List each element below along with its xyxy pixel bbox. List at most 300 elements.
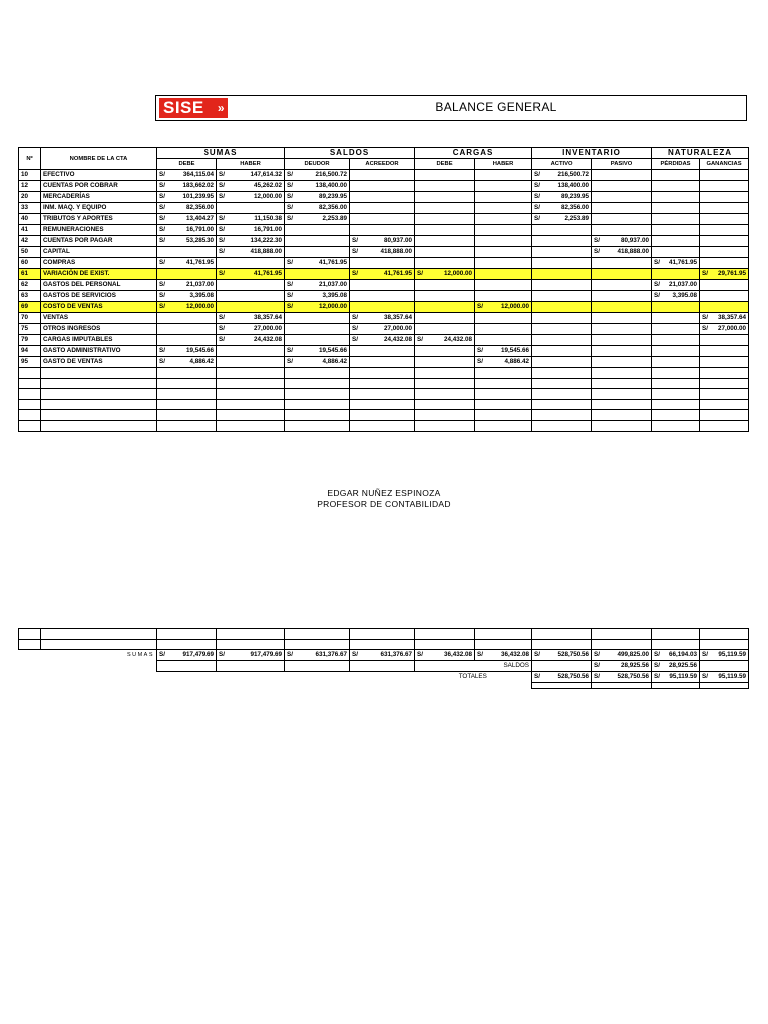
empty-cell: [475, 378, 532, 389]
empty-cell: [532, 683, 592, 689]
currency-symbol: S/: [702, 651, 708, 659]
amount-cell: [700, 280, 749, 291]
group-inventario: INVENTARIO: [532, 148, 652, 159]
amount-cell: [652, 236, 700, 247]
amount-value: 80,937.00: [384, 237, 413, 244]
amount-cell: [285, 313, 350, 324]
empty-cell: [217, 629, 285, 640]
amount-cell: [157, 258, 217, 269]
table-row: [19, 236, 749, 247]
currency-symbol: S/: [534, 171, 540, 178]
amount-cell: [350, 313, 415, 324]
amount-cell: [415, 302, 475, 313]
currency-symbol: S/: [219, 336, 225, 343]
amount-value: 28,925.56: [668, 662, 697, 670]
table-row: [19, 313, 749, 324]
amount-cell: [532, 247, 592, 258]
empty-cell: [700, 420, 749, 431]
empty-cell: [41, 410, 157, 421]
amount-cell: [532, 302, 592, 313]
currency-symbol: S/: [159, 281, 165, 288]
amount-cell: [475, 335, 532, 346]
amount-value: 82,356.00: [185, 204, 214, 211]
sub-perdidas: PÉRDIDAS: [652, 159, 700, 170]
empty-cell: [652, 399, 700, 410]
amount-cell: [532, 236, 592, 247]
blank-cell: [19, 661, 157, 672]
amount-cell: [592, 192, 652, 203]
amount-value: 12,000.00: [185, 303, 214, 310]
amount-cell: [700, 181, 749, 192]
empty-cell: [285, 420, 350, 431]
account-code: 61: [19, 269, 41, 280]
amount-value: 19,545.66: [501, 347, 530, 354]
account-name: COSTO DE VENTAS: [41, 302, 157, 313]
ledger-table: [18, 147, 749, 432]
amount-cell: [285, 203, 350, 214]
amount-cell: [592, 170, 652, 181]
empty-cell: [592, 639, 652, 650]
currency-symbol: S/: [159, 292, 165, 299]
group-sumas: SUMAS: [157, 148, 285, 159]
totales-cell: [532, 672, 592, 683]
amount-value: 631,376.67: [380, 651, 412, 659]
amount-cell: [652, 203, 700, 214]
currency-symbol: S/: [159, 193, 165, 200]
saldos-label: SALDOS: [415, 661, 532, 672]
sumas-cell: [532, 650, 592, 661]
amount-cell: [475, 192, 532, 203]
empty-cell: [157, 661, 217, 672]
amount-cell: [285, 225, 350, 236]
empty-cell: [415, 410, 475, 421]
empty-cell: [592, 378, 652, 389]
account-name: OTROS INGRESOS: [41, 324, 157, 335]
empty-cell: [532, 629, 592, 640]
currency-symbol: S/: [219, 651, 225, 659]
amount-cell: [217, 203, 285, 214]
currency-symbol: S/: [594, 651, 600, 659]
empty-cell: [19, 378, 41, 389]
account-code: 69: [19, 302, 41, 313]
amount-cell: [475, 181, 532, 192]
blank-cell: [19, 683, 532, 689]
amount-cell: [157, 214, 217, 225]
amount-cell: [217, 302, 285, 313]
amount-cell: [652, 357, 700, 368]
amount-value: 41,761.95: [185, 259, 214, 266]
table-row: [19, 357, 749, 368]
empty-cell: [350, 399, 415, 410]
empty-cell: [19, 639, 41, 650]
amount-cell: [415, 214, 475, 225]
empty-cell: [41, 399, 157, 410]
amount-cell: [217, 357, 285, 368]
table-row: [19, 225, 749, 236]
amount-value: 4,886.42: [322, 358, 348, 365]
empty-cell: [157, 399, 217, 410]
empty-row: [19, 639, 749, 650]
currency-symbol: S/: [159, 651, 165, 659]
amount-cell: [415, 291, 475, 302]
amount-cell: [700, 324, 749, 335]
amount-cell: [592, 324, 652, 335]
sub-ganancias: GANANCIAS: [700, 159, 749, 170]
header-row-groups: [19, 148, 749, 159]
sumas-cell: [415, 650, 475, 661]
amount-value: 38,357.64: [384, 314, 413, 321]
sumas-label: SUMAS: [126, 652, 154, 659]
empty-cell: [652, 378, 700, 389]
empty-row: [19, 399, 749, 410]
amount-cell: [415, 335, 475, 346]
amount-cell: [285, 291, 350, 302]
table-row: [19, 181, 749, 192]
empty-cell: [652, 629, 700, 640]
amount-cell: [652, 346, 700, 357]
account-code: 42: [19, 236, 41, 247]
amount-cell: [532, 269, 592, 280]
currency-symbol: S/: [287, 204, 293, 211]
table-row: [19, 247, 749, 258]
currency-symbol: S/: [219, 270, 225, 277]
empty-cell: [475, 399, 532, 410]
table-row: [19, 269, 749, 280]
amount-cell: [157, 225, 217, 236]
currency-symbol: S/: [654, 651, 660, 659]
empty-cell: [41, 368, 157, 379]
account-name: EFECTIVO: [41, 170, 157, 181]
account-code: 62: [19, 280, 41, 291]
amount-cell: [350, 280, 415, 291]
amount-cell: [285, 247, 350, 258]
amount-cell: [217, 269, 285, 280]
empty-cell: [475, 639, 532, 650]
empty-row: [19, 629, 749, 640]
saldos-cell: [700, 661, 749, 672]
currency-symbol: S/: [219, 182, 225, 189]
amount-value: 418,888.00: [617, 248, 650, 255]
amount-cell: [285, 258, 350, 269]
account-code: 75: [19, 324, 41, 335]
account-code: 33: [19, 203, 41, 214]
currency-symbol: S/: [159, 215, 165, 222]
amount-cell: [475, 225, 532, 236]
col-name: NOMBRE DE LA CTA: [41, 148, 157, 170]
currency-symbol: S/: [159, 259, 165, 266]
empty-cell: [217, 378, 285, 389]
amount-value: 27,000.00: [384, 325, 413, 332]
amount-cell: [217, 324, 285, 335]
amount-cell: [700, 346, 749, 357]
amount-cell: [157, 291, 217, 302]
empty-cell: [652, 639, 700, 650]
empty-cell: [41, 378, 157, 389]
amount-cell: [285, 214, 350, 225]
currency-symbol: S/: [219, 325, 225, 332]
currency-symbol: S/: [159, 358, 165, 365]
amount-value: 89,239.95: [319, 193, 348, 200]
amount-value: 41,761.95: [669, 259, 698, 266]
empty-cell: [700, 683, 749, 689]
amount-cell: [217, 170, 285, 181]
empty-cell: [415, 378, 475, 389]
amount-cell: [285, 280, 350, 291]
blank-cell: [19, 672, 415, 683]
amount-cell: [157, 313, 217, 324]
logo-text: SISE: [163, 98, 204, 117]
table-row: [19, 346, 749, 357]
amount-value: 82,356.00: [561, 204, 590, 211]
empty-cell: [532, 420, 592, 431]
empty-cell: [700, 639, 749, 650]
empty-cell: [415, 399, 475, 410]
amount-cell: [217, 346, 285, 357]
empty-cell: [592, 420, 652, 431]
currency-symbol: S/: [159, 182, 165, 189]
sub-haber: HABER: [217, 159, 285, 170]
amount-cell: [415, 280, 475, 291]
amount-value: 418,888.00: [250, 248, 283, 255]
empty-cell: [19, 399, 41, 410]
amount-cell: [592, 291, 652, 302]
currency-symbol: S/: [219, 193, 225, 200]
empty-cell: [532, 410, 592, 421]
amount-value: 101,239.95: [182, 193, 214, 200]
empty-cell: [285, 378, 350, 389]
amount-cell: [350, 192, 415, 203]
empty-cell: [285, 389, 350, 400]
empty-cell: [532, 389, 592, 400]
amount-cell: [700, 170, 749, 181]
empty-cell: [415, 368, 475, 379]
totales-label: TOTALES: [458, 673, 487, 681]
empty-cell: [700, 399, 749, 410]
currency-symbol: S/: [287, 259, 293, 266]
currency-symbol: S/: [654, 673, 660, 681]
amount-cell: [217, 214, 285, 225]
amount-value: 4,886.42: [504, 358, 530, 365]
currency-symbol: S/: [417, 336, 423, 343]
currency-symbol: S/: [417, 270, 423, 277]
amount-cell: [532, 170, 592, 181]
group-cargas: CARGAS: [415, 148, 532, 159]
totales-cell: [700, 672, 749, 683]
amount-value: 19,545.66: [185, 347, 214, 354]
currency-symbol: S/: [654, 662, 660, 670]
amount-cell: [415, 170, 475, 181]
amount-cell: [157, 346, 217, 357]
amount-value: 16,791.00: [254, 226, 283, 233]
account-name: TRIBUTOS Y APORTES: [41, 214, 157, 225]
amount-cell: [532, 203, 592, 214]
amount-cell: [700, 214, 749, 225]
amount-cell: [157, 324, 217, 335]
amount-cell: [350, 335, 415, 346]
empty-cell: [652, 683, 700, 689]
currency-symbol: S/: [594, 673, 600, 681]
amount-cell: [217, 181, 285, 192]
empty-cell: [157, 629, 217, 640]
amount-value: 3,395.08: [322, 292, 348, 299]
account-code: 95: [19, 357, 41, 368]
empty-cell: [41, 639, 157, 650]
amount-cell: [415, 192, 475, 203]
amount-value: 13,404.27: [185, 215, 214, 222]
amount-cell: [652, 313, 700, 324]
saldos-cell: [532, 661, 592, 672]
amount-value: 216,500.72: [315, 171, 348, 178]
amount-value: 38,357.64: [718, 314, 747, 321]
sise-logo: [159, 98, 228, 118]
empty-cell: [415, 389, 475, 400]
amount-cell: [157, 302, 217, 313]
currency-symbol: S/: [702, 270, 708, 277]
amount-cell: [475, 236, 532, 247]
currency-symbol: S/: [219, 171, 225, 178]
amount-cell: [700, 313, 749, 324]
empty-cell: [157, 368, 217, 379]
table-row: [19, 214, 749, 225]
page-title: BALANCE GENERAL: [435, 100, 557, 114]
saldos-cell: [592, 661, 652, 672]
account-code: 50: [19, 247, 41, 258]
currency-symbol: S/: [534, 182, 540, 189]
empty-row: [19, 410, 749, 421]
currency-symbol: S/: [352, 248, 358, 255]
currency-symbol: S/: [702, 314, 708, 321]
amount-value: 82,356.00: [319, 204, 348, 211]
amount-value: 41,761.95: [319, 259, 348, 266]
amount-cell: [157, 269, 217, 280]
amount-cell: [350, 214, 415, 225]
amount-cell: [415, 236, 475, 247]
amount-value: 16,791.00: [185, 226, 214, 233]
amount-cell: [652, 291, 700, 302]
table-row: [19, 203, 749, 214]
amount-value: 27,000.00: [254, 325, 283, 332]
empty-cell: [41, 389, 157, 400]
account-code: 20: [19, 192, 41, 203]
amount-cell: [532, 280, 592, 291]
currency-symbol: S/: [477, 303, 483, 310]
amount-cell: [350, 258, 415, 269]
amount-cell: [350, 357, 415, 368]
empty-cell: [350, 639, 415, 650]
amount-cell: [592, 357, 652, 368]
sumas-cell: [350, 650, 415, 661]
empty-cell: [350, 368, 415, 379]
amount-value: 36,432.08: [443, 651, 472, 659]
account-name: CAPITAL: [41, 247, 157, 258]
amount-cell: [475, 291, 532, 302]
amount-cell: [592, 313, 652, 324]
amount-cell: [285, 236, 350, 247]
amount-cell: [350, 269, 415, 280]
currency-symbol: S/: [594, 662, 600, 670]
empty-cell: [217, 389, 285, 400]
empty-cell: [700, 389, 749, 400]
amount-value: 41,761.95: [384, 270, 413, 277]
amount-cell: [285, 335, 350, 346]
empty-cell: [285, 399, 350, 410]
empty-cell: [19, 389, 41, 400]
amount-cell: [350, 302, 415, 313]
amount-cell: [217, 236, 285, 247]
currency-symbol: S/: [287, 193, 293, 200]
account-name: CUENTAS POR PAGAR: [41, 236, 157, 247]
amount-cell: [415, 269, 475, 280]
empty-cell: [285, 639, 350, 650]
amount-cell: [350, 181, 415, 192]
currency-symbol: S/: [417, 651, 423, 659]
amount-value: 95,119.59: [718, 673, 746, 681]
account-code: 79: [19, 335, 41, 346]
amount-value: 80,937.00: [621, 237, 650, 244]
amount-cell: [592, 236, 652, 247]
amount-cell: [532, 225, 592, 236]
amount-cell: [700, 335, 749, 346]
empty-cell: [475, 389, 532, 400]
currency-symbol: S/: [352, 325, 358, 332]
empty-cell: [592, 410, 652, 421]
account-name: CUENTAS POR COBRAR: [41, 181, 157, 192]
currency-symbol: S/: [477, 347, 483, 354]
amount-value: 528,750.56: [557, 673, 589, 681]
sub-activo: ACTIVO: [532, 159, 592, 170]
amount-cell: [532, 181, 592, 192]
amount-cell: [285, 357, 350, 368]
empty-cell: [217, 661, 285, 672]
currency-symbol: S/: [654, 292, 660, 299]
empty-cell: [415, 639, 475, 650]
amount-cell: [700, 302, 749, 313]
amount-cell: [652, 335, 700, 346]
header-box: [155, 95, 747, 121]
currency-symbol: S/: [477, 651, 483, 659]
empty-cell: [285, 410, 350, 421]
empty-cell: [652, 389, 700, 400]
account-code: 70: [19, 313, 41, 324]
amount-value: 364,115.04: [182, 171, 214, 178]
empty-cell: [350, 389, 415, 400]
currency-symbol: S/: [594, 237, 600, 244]
amount-value: 21,037.00: [319, 281, 348, 288]
currency-symbol: S/: [352, 237, 358, 244]
amount-cell: [652, 247, 700, 258]
amount-value: 45,262.02: [254, 182, 283, 189]
amount-cell: [700, 236, 749, 247]
currency-symbol: S/: [159, 226, 165, 233]
table-row: [19, 258, 749, 269]
empty-cell: [475, 629, 532, 640]
empty-cell: [700, 629, 749, 640]
amount-cell: [157, 192, 217, 203]
empty-cell: [41, 420, 157, 431]
empty-cell: [415, 420, 475, 431]
amount-value: 418,888.00: [380, 248, 413, 255]
currency-symbol: S/: [287, 215, 293, 222]
amount-value: 12,000.00: [319, 303, 348, 310]
amount-cell: [157, 236, 217, 247]
amount-value: 138,400.00: [557, 182, 590, 189]
totals-table: [18, 628, 749, 689]
currency-symbol: S/: [287, 171, 293, 178]
amount-value: 2,253.89: [564, 215, 590, 222]
amount-cell: [285, 324, 350, 335]
amount-value: 24,432.08: [254, 336, 283, 343]
currency-symbol: S/: [352, 314, 358, 321]
